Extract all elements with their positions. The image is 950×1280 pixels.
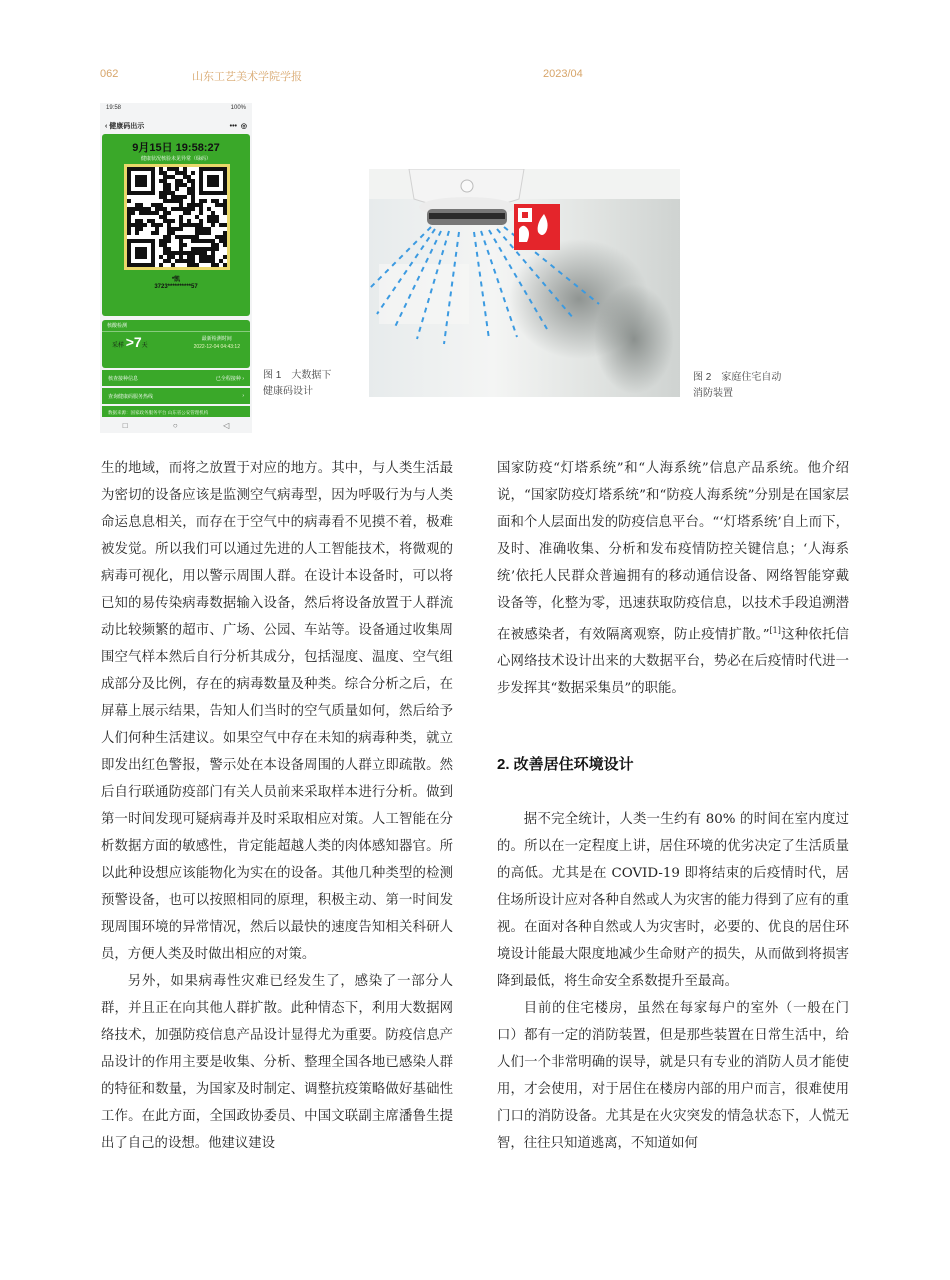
nucleic-test-panel <box>102 320 250 368</box>
section-heading: 2. 改善居住环境设计 <box>497 756 634 773</box>
paragraph: 目前的住宅楼房，虽然在每家每户的室外（一般在门口）都有一定的消防装置，但是那些装置在日常生活中，给人们一个非常明确的误导，就是只有专业的消防人员才能使用，才会使用，对于居住在楼房内部的用户而言，很难使用门口的消防设备。尤其是在火灾突发的情急状态下，人慌无智，往往只知道逃离，不知道如何 <box>497 1001 849 1151</box>
fire-alarm-sign-icon <box>514 204 560 250</box>
paragraph: 生的地域，而将之放置于对应的地方。其中，与人类生活最为密切的设备应该是监测空气病毒型，因为呼吸行为与人类命运息息相关，而存在于空气中的病毒看不见摸不着，极难被发觉。所以我们可以通过先进的人工智能技术，将微观的病毒可视化，用以警示周围人群。在设计本设备时，可以将已知的易传染病毒数据输入设备，然后将设备放置于人群流动比较频繁的超市、广场、公园、车站等。设备通过收集周围空气样本然后自行分析其成分，包括湿度、温度、空气组成部分及比例，存在的病毒数量及种类。综合分析之后，在屏幕上展示结果，告知人们当时的空气质量如何，然后给予人们何种生活建议。如果空气中存在未知的病毒种类，就立即发出红色警报，警示处在本设备周围的人群立即疏散。然后自行联通防疫部门有关人员前来采取样本进行分析。做到第一时间发现可疑病毒并及时采取相应对策。人工智能在分析数据方面的敏感性，肯定能超越人类的肉体感知器官。所以此种设想应该能物化为实在的设备。其他几种类型的检测预警设备，也可以按照相同的原理，积极主动、第一时间发现周围环境的异常情况，然后以最快的速度告知相关科研人员，方便人类及时做出相应的对策。 <box>101 461 453 962</box>
qr-code-icon <box>124 164 230 270</box>
hotline-row: 查询健康码服务热线 › <box>102 388 250 404</box>
holder-name: *凯 <box>171 277 181 283</box>
android-nav-bar <box>100 417 252 433</box>
card-date: 9月15日 19:58:27 <box>132 142 220 154</box>
more-icon: ••• <box>229 122 241 130</box>
figure-1-caption: 图 1 大数据下 健康码设计 <box>263 370 332 397</box>
status-battery: 100% <box>230 105 246 111</box>
phone-status-bar <box>100 103 252 118</box>
health-code-card <box>102 134 250 316</box>
issue-label: 2023/04 <box>543 68 583 80</box>
smoke-detector-icon <box>409 169 524 225</box>
right-column-top <box>497 455 849 702</box>
nav-title: 健康码出示 <box>109 123 145 130</box>
back-arrow-icon: ‹ <box>105 122 110 130</box>
phone-nav-bar <box>100 118 252 134</box>
test-section-label: 核酸检测 <box>102 320 250 332</box>
page-number: 062 <box>100 68 119 80</box>
card-subtitle: 健康状况核验未见异常（绿码） <box>140 156 211 162</box>
citation-ref: [1] <box>769 626 781 635</box>
right-column-bottom <box>497 806 849 1157</box>
data-source-footer: 数据来源：国家政务服务平台 山东省公安管理机构 <box>102 406 250 420</box>
target-icon: ◎ <box>240 123 247 130</box>
figure-2-caption: 图 2 家庭住宅自动 消防装置 <box>693 372 782 399</box>
vaccination-row: 核查接种信息 已全程接种 › <box>102 370 250 386</box>
back-triangle-icon: ◁ <box>223 420 230 430</box>
paragraph: 另外，如果病毒性灾难已经发生了，感染了一部分人群，并且正在向其他人群扩散。此种情态下，利用大数据网络技术，加强防疫信息产品设计显得尤为重要。防疫信息产品设计的作用主要是收集、分析、整理全国各地已感染人群的特征和数量，为国家及时制定、调整抗疫策略做好基础性工作。在此方面，全国政协委员、中国文联副主席潘鲁生提出了自己的设想。他建议建设 <box>101 974 453 1151</box>
recent-apps-icon: □ <box>122 420 128 430</box>
status-time: 19:58 <box>106 105 122 111</box>
test-result: 采样 >7天 <box>112 334 148 350</box>
figure-1-health-code-screenshot <box>100 103 252 433</box>
left-column <box>101 455 453 1157</box>
holder-id: 3723**********57 <box>154 284 198 290</box>
journal-name: 山东工艺美术学院学报 <box>192 71 302 83</box>
figure-2-fire-device-image <box>369 169 680 397</box>
home-icon: ○ <box>172 420 178 430</box>
paragraph: 国家防疫“灯塔系统”和“人海系统”信息产品系统。他介绍说，“国家防疫灯塔系统”和“防疫人海系统”分别是在国家层面和个人层面出发的防疫信息平台。“‘灯塔系统’自上而下，及时、准确收集、分析和发布疫情防控关键信息；‘人海系统’依托人民群众普遍拥有的移动通信设备、网络智能穿戴设备等，化整为零，迅速获取防疫信息，以技术手段追溯潜在被感染者，有效隔离观察，防止疫情扩散。”[1]这种依托信心网络技术设计出来的大数据平台，势必在后疫情时代进一步发挥其“数据采集员”的职能。 <box>497 461 849 697</box>
last-test: 最新检测时间 2022-12-04 04:43:12 <box>193 336 240 350</box>
paragraph: 据不完全统计，人类一生约有 80% 的时间在室内度过的。所以在一定程度上讲，居住环境的优劣决定了生活质量的高低。尤其是在 COVID-19 即将结束的后疫情时代，居住场所设计应对各种自然或人为灾害的能力得到了应有的重视。在面对各种自然或人为灾害时，必要的、优良的居住环境设计能最大限度地减少生命财产的损失，从而做到将损害降到最低，将生命安全系数提升至最高。 <box>497 812 849 989</box>
